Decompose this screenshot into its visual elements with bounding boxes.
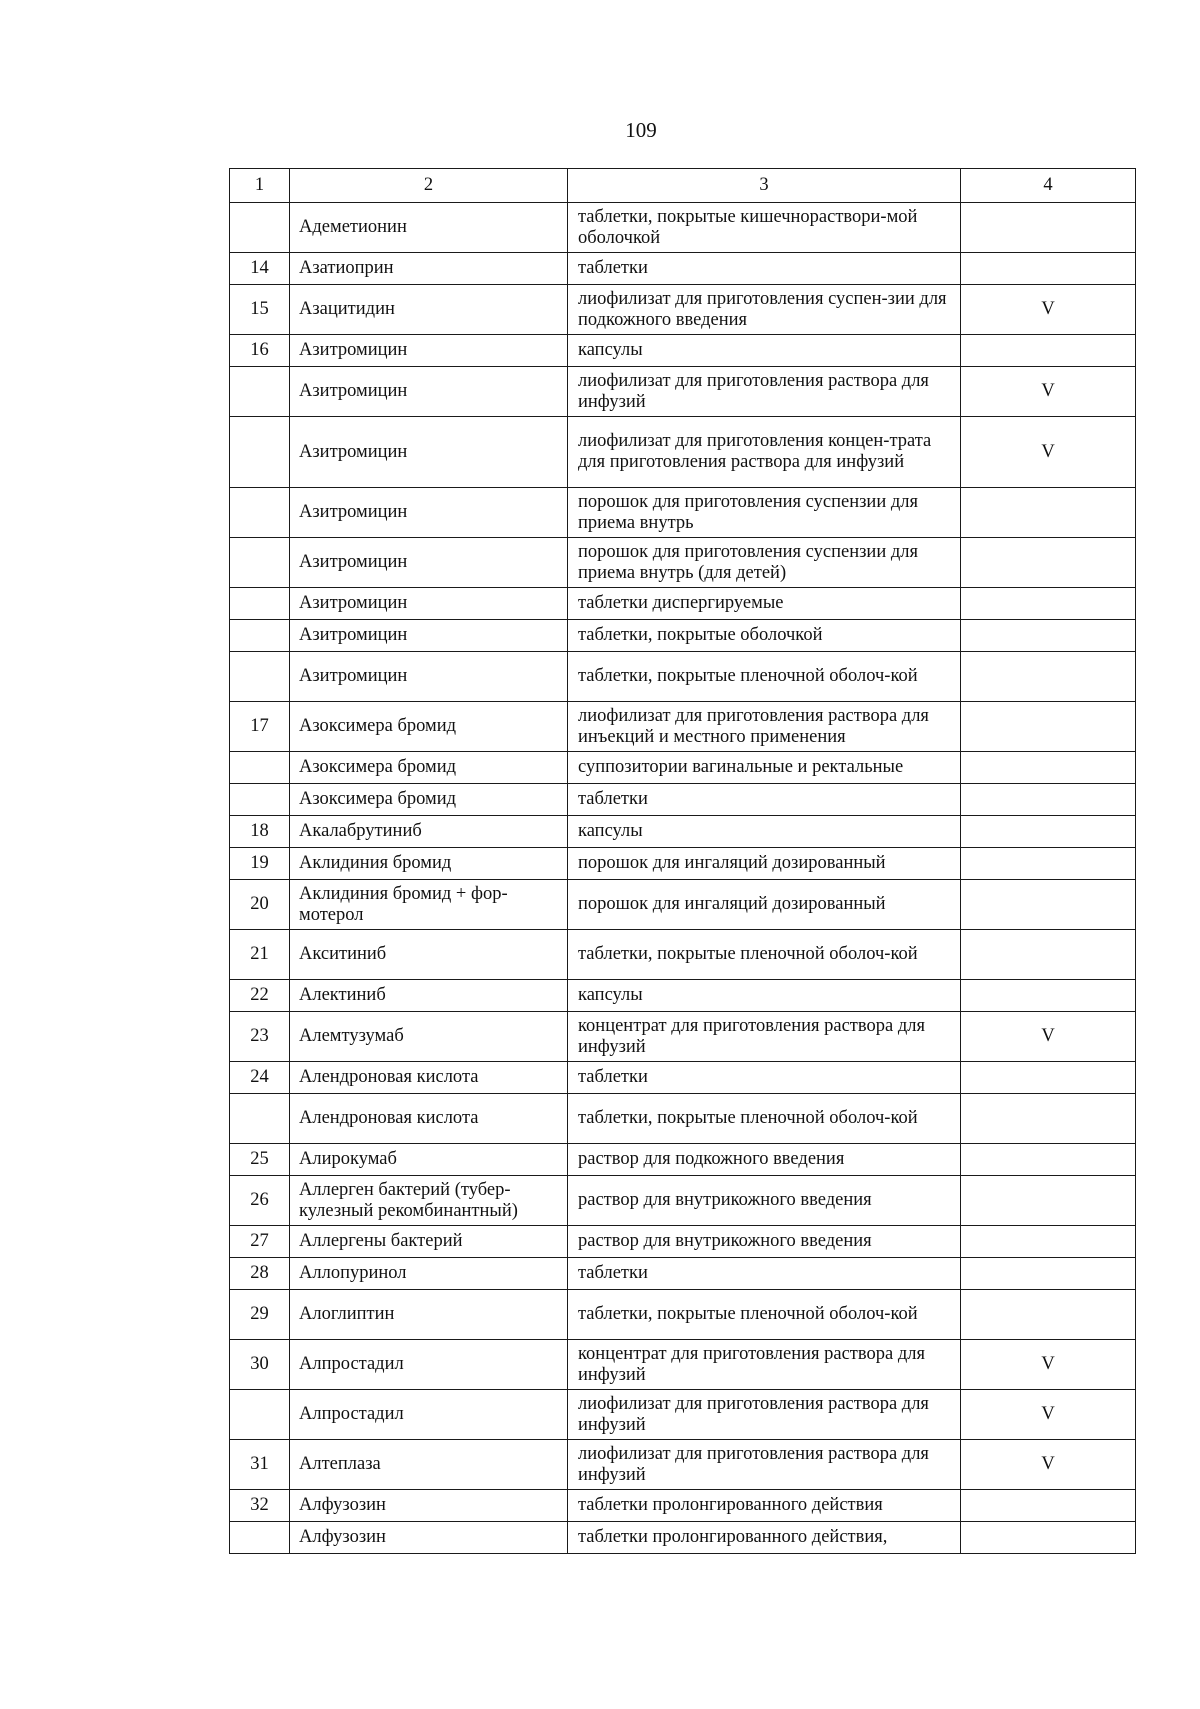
row-number-cell: 29 [230,1290,290,1340]
dosage-form-cell: порошок для ингаляций дозированный [568,880,961,930]
drug-name-cell: Аллерген бактерий (тубер-кулезный рекомбинантный) [290,1176,568,1226]
mark-cell [961,980,1136,1012]
drug-name-cell: Азитромицин [290,652,568,702]
table-row [230,488,1136,538]
mark-cell [961,488,1136,538]
row-number-cell [230,1094,290,1144]
table-row [230,930,1136,980]
row-number-cell: 23 [230,1012,290,1062]
drug-name-cell: Азоксимера бромид [290,702,568,752]
drug-name-cell: Аллергены бактерий [290,1226,568,1258]
table-row [230,980,1136,1012]
row-number-cell: 20 [230,880,290,930]
dosage-form-cell: таблетки пролонгированного действия, [568,1522,961,1554]
row-number-cell [230,588,290,620]
table-row [230,1012,1136,1062]
drug-name-cell: Аклидиния бромид + фор-мотерол [290,880,568,930]
row-number-cell [230,784,290,816]
table-row [230,1490,1136,1522]
drug-name-cell: Алфузозин [290,1490,568,1522]
header-col-2: 2 [290,169,568,203]
row-number-cell: 30 [230,1340,290,1390]
drug-name-cell: Алпростадил [290,1340,568,1390]
table-row [230,1290,1136,1340]
dosage-form-cell: порошок для ингаляций дозированный [568,848,961,880]
drug-name-cell: Алемтузумаб [290,1012,568,1062]
dosage-form-cell: таблетки [568,1062,961,1094]
dosage-form-cell: капсулы [568,980,961,1012]
row-number-cell: 21 [230,930,290,980]
mark-cell [961,1226,1136,1258]
dosage-form-cell: капсулы [568,335,961,367]
row-number-cell [230,1390,290,1440]
dosage-form-cell: таблетки, покрытые пленочной оболоч-кой [568,930,961,980]
drug-table [229,168,1136,1554]
table-row [230,1062,1136,1094]
dosage-form-cell: концентрат для приготовления раствора для инфузий [568,1012,961,1062]
drug-name-cell: Акситиниб [290,930,568,980]
table-row [230,588,1136,620]
row-number-cell: 14 [230,253,290,285]
table-row [230,1522,1136,1554]
dosage-form-cell: таблетки, покрытые кишечнораствори-мой оболочкой [568,203,961,253]
drug-name-cell: Азитромицин [290,588,568,620]
drug-name-cell: Азитромицин [290,620,568,652]
header-col-1: 1 [230,169,290,203]
mark-cell: V [961,1012,1136,1062]
dosage-form-cell: таблетки пролонгированного действия [568,1490,961,1522]
drug-name-cell: Алектиниб [290,980,568,1012]
table-row [230,417,1136,488]
row-number-cell [230,752,290,784]
mark-cell [961,702,1136,752]
row-number-cell: 17 [230,702,290,752]
drug-name-cell: Алпростадил [290,1390,568,1440]
mark-cell: V [961,1440,1136,1490]
mark-cell: V [961,1390,1136,1440]
drug-name-cell: Азитромицин [290,417,568,488]
mark-cell: V [961,285,1136,335]
mark-cell: V [961,1340,1136,1390]
table-row [230,1176,1136,1226]
drug-name-cell: Азоксимера бромид [290,752,568,784]
mark-cell [961,335,1136,367]
mark-cell [961,203,1136,253]
row-number-cell: 32 [230,1490,290,1522]
table-row [230,652,1136,702]
dosage-form-cell: лиофилизат для приготовления суспен-зии для подкожного введения [568,285,961,335]
mark-cell [961,1258,1136,1290]
table-row [230,816,1136,848]
mark-cell [961,652,1136,702]
mark-cell [961,588,1136,620]
drug-name-cell: Азатиоприн [290,253,568,285]
dosage-form-cell: порошок для приготовления суспензии для приема внутрь [568,488,961,538]
row-number-cell: 31 [230,1440,290,1490]
mark-cell [961,620,1136,652]
table-row [230,1340,1136,1390]
mark-cell: V [961,367,1136,417]
mark-cell [961,1094,1136,1144]
dosage-form-cell: таблетки [568,1258,961,1290]
drug-name-cell: Азитромицин [290,488,568,538]
dosage-form-cell: раствор для внутрикожного введения [568,1176,961,1226]
dosage-form-cell: лиофилизат для приготовления раствора для инъекций и местного применения [568,702,961,752]
dosage-form-cell: капсулы [568,816,961,848]
table-row [230,203,1136,253]
row-number-cell [230,367,290,417]
table-body [230,203,1136,1554]
drug-name-cell: Алфузозин [290,1522,568,1554]
mark-cell [961,1522,1136,1554]
table-row [230,880,1136,930]
drug-name-cell: Азоксимера бромид [290,784,568,816]
dosage-form-cell: таблетки, покрытые пленочной оболоч-кой [568,1094,961,1144]
mark-cell [961,1062,1136,1094]
drug-name-cell: Аклидиния бромид [290,848,568,880]
dosage-form-cell: таблетки диспергируемые [568,588,961,620]
table-row [230,538,1136,588]
table-row [230,1440,1136,1490]
table-row [230,1390,1136,1440]
row-number-cell: 22 [230,980,290,1012]
mark-cell [961,752,1136,784]
drug-name-cell: Алоглиптин [290,1290,568,1340]
drug-name-cell: Алендроновая кислота [290,1094,568,1144]
dosage-form-cell: таблетки, покрытые пленочной оболоч-кой [568,1290,961,1340]
row-number-cell: 19 [230,848,290,880]
dosage-form-cell: таблетки [568,253,961,285]
drug-name-cell: Алтеплаза [290,1440,568,1490]
row-number-cell: 16 [230,335,290,367]
table-row [230,367,1136,417]
mark-cell [961,1490,1136,1522]
dosage-form-cell: раствор для внутрикожного введения [568,1226,961,1258]
row-number-cell: 27 [230,1226,290,1258]
row-number-cell [230,417,290,488]
table-row [230,702,1136,752]
row-number-cell: 15 [230,285,290,335]
drug-name-cell: Азитромицин [290,538,568,588]
row-number-cell [230,488,290,538]
dosage-form-cell: лиофилизат для приготовления концен-трата для приготовления раствора для инфузий [568,417,961,488]
mark-cell [961,1176,1136,1226]
row-number-cell: 28 [230,1258,290,1290]
header-col-3: 3 [568,169,961,203]
table-row [230,285,1136,335]
mark-cell [961,848,1136,880]
table-header-row [230,169,1136,203]
table-row [230,620,1136,652]
row-number-cell [230,203,290,253]
mark-cell [961,1290,1136,1340]
row-number-cell: 26 [230,1176,290,1226]
mark-cell [961,1144,1136,1176]
drug-name-cell: Азацитидин [290,285,568,335]
mark-cell [961,538,1136,588]
table-row [230,335,1136,367]
table-row [230,752,1136,784]
page-number: 109 [625,118,657,142]
table-row [230,253,1136,285]
drug-name-cell: Алирокумаб [290,1144,568,1176]
dosage-form-cell: таблетки [568,784,961,816]
drug-name-cell: Алендроновая кислота [290,1062,568,1094]
dosage-form-cell: лиофилизат для приготовления раствора для инфузий [568,367,961,417]
row-number-cell [230,538,290,588]
mark-cell [961,784,1136,816]
table-row [230,784,1136,816]
row-number-cell: 18 [230,816,290,848]
drug-name-cell: Адеметионин [290,203,568,253]
dosage-form-cell: раствор для подкожного введения [568,1144,961,1176]
drug-name-cell: Азитромицин [290,367,568,417]
dosage-form-cell: лиофилизат для приготовления раствора для инфузий [568,1440,961,1490]
dosage-form-cell: таблетки, покрытые пленочной оболоч-кой [568,652,961,702]
mark-cell [961,253,1136,285]
header-col-4: 4 [961,169,1136,203]
dosage-form-cell: суппозитории вагинальные и ректальные [568,752,961,784]
mark-cell: V [961,417,1136,488]
dosage-form-cell: таблетки, покрытые оболочкой [568,620,961,652]
dosage-form-cell: порошок для приготовления суспензии для приема внутрь (для детей) [568,538,961,588]
row-number-cell [230,1522,290,1554]
dosage-form-cell: лиофилизат для приготовления раствора для инфузий [568,1390,961,1440]
mark-cell [961,880,1136,930]
row-number-cell: 25 [230,1144,290,1176]
row-number-cell [230,620,290,652]
drug-name-cell: Азитромицин [290,335,568,367]
row-number-cell: 24 [230,1062,290,1094]
table-row [230,1094,1136,1144]
table-row [230,848,1136,880]
table-row [230,1226,1136,1258]
drug-name-cell: Акалабрутиниб [290,816,568,848]
table-row [230,1258,1136,1290]
table-row [230,1144,1136,1176]
mark-cell [961,816,1136,848]
dosage-form-cell: концентрат для приготовления раствора для инфузий [568,1340,961,1390]
drug-name-cell: Аллопуринол [290,1258,568,1290]
mark-cell [961,930,1136,980]
row-number-cell [230,652,290,702]
